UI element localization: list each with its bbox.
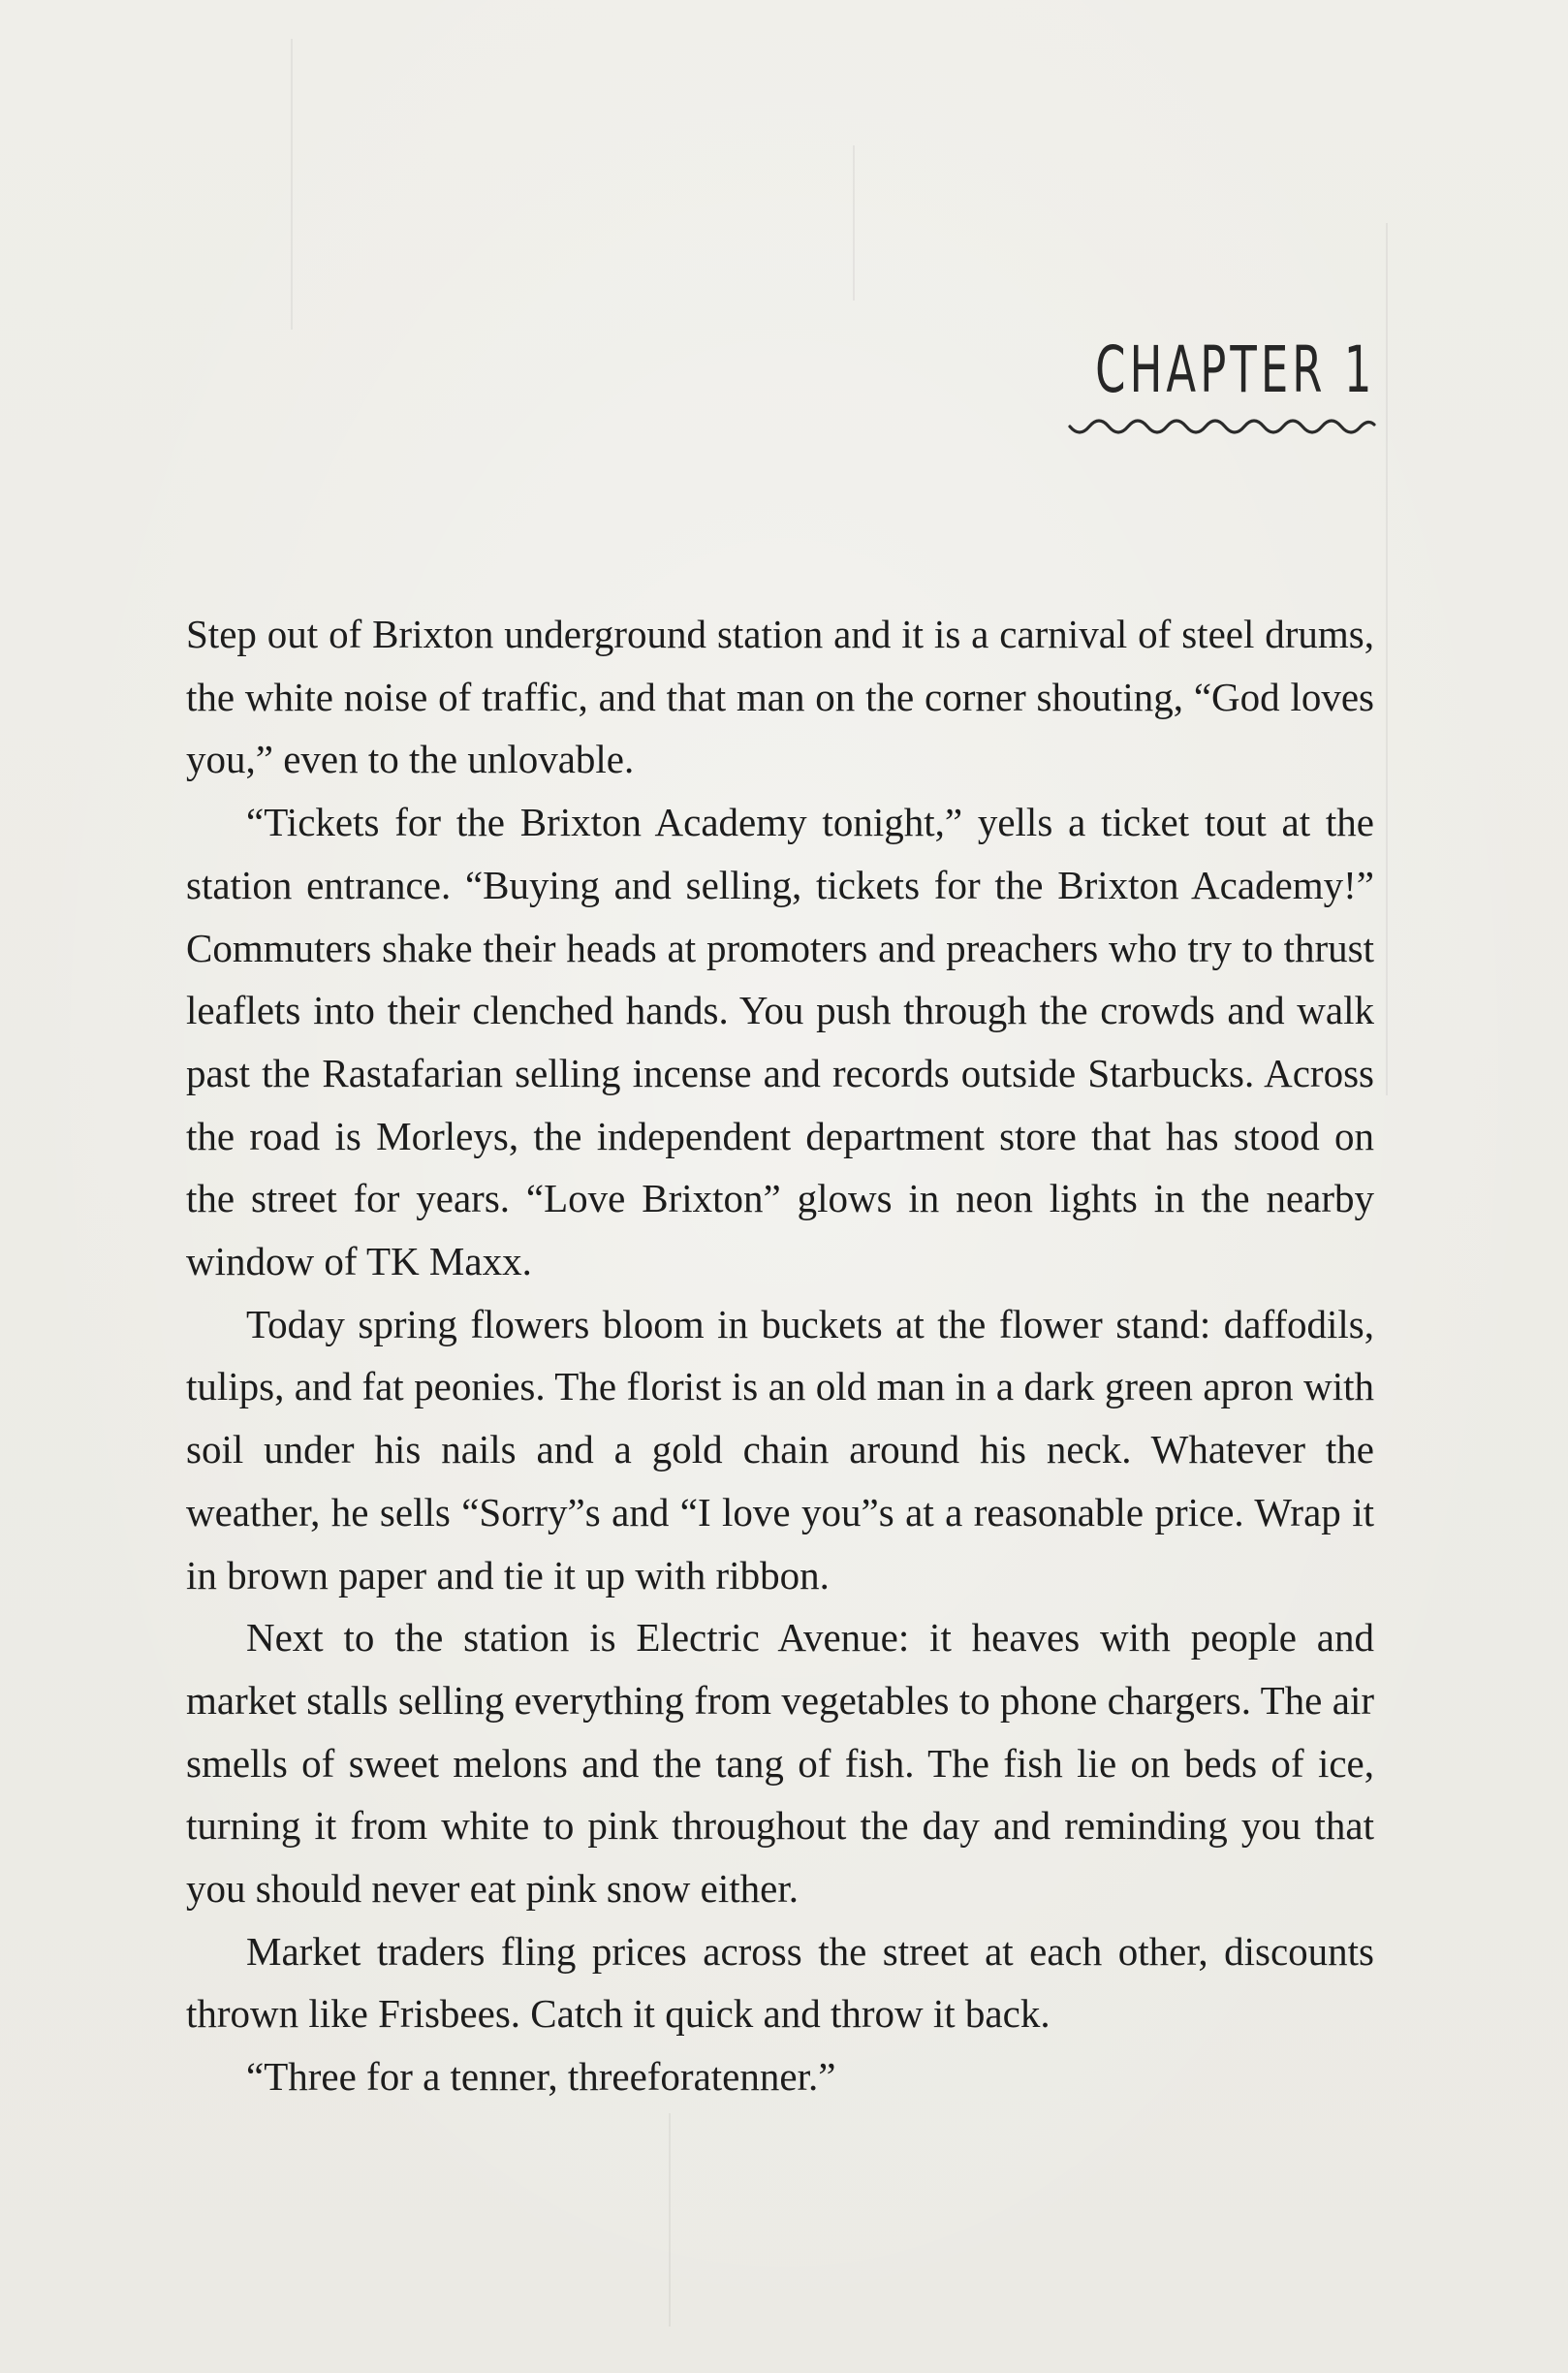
paragraph: Step out of Brixton underground station and it is a carnival of steel drums, the white noise of traffic, and that man on the corner shouting, “God loves you,” even to the unlovable. bbox=[186, 612, 1374, 782]
chapter-body bbox=[186, 603, 1374, 2108]
show-through-line bbox=[291, 39, 293, 330]
paragraph: Market traders fling prices across the street at each other, discounts thrown like Frisbees. Catch it quick and throw it back. bbox=[186, 1928, 1374, 2037]
paragraph: Today spring flowers bloom in buckets at the flower stand: daffodils, tulips, and fat peonies. The florist is an old man in a dark green apron with soil under his nails and a gold chain around his neck. Whatever the weather, he sells “Sorry”s and “I love you”s at a reasonable price. Wrap it in brown paper and tie it up with ribbon. bbox=[186, 1301, 1374, 1598]
paragraph: “Three for a tenner, threeforatenner.” bbox=[246, 2054, 836, 2100]
show-through-line bbox=[853, 145, 855, 301]
show-through-line bbox=[1386, 223, 1388, 1095]
chapter-heading bbox=[1047, 332, 1376, 467]
paragraph: Next to the station is Electric Avenue: it heaves with people and market stalls selling everything from vegetables to phone chargers. The air smells of sweet melons and the tang of fish. The fish lie on beds of ice, turning it from white to pink throughout the day and reminding you that you should never eat pink snow either. bbox=[186, 1615, 1374, 1912]
paragraph: “Tickets for the Brixton Academy tonight,” yells a ticket tout at the station entrance. “Buying and selling, tickets for the Brixton Academy!” Commuters shake their heads at promoters and preachers who try to thrust leaflets into their clenched hands. You push through the crowds and walk past the Rastafarian selling incense and records outside Starbucks. Across the road is Morleys, the independent department store that has stood on the street for years. “Love Brixton” glows in neon lights in the nearby window of TK Maxx. bbox=[186, 800, 1374, 1284]
show-through-line bbox=[669, 2113, 671, 2326]
chapter-underline-squiggle bbox=[1068, 415, 1376, 444]
chapter-title: CHAPTER 1 bbox=[1095, 332, 1376, 407]
